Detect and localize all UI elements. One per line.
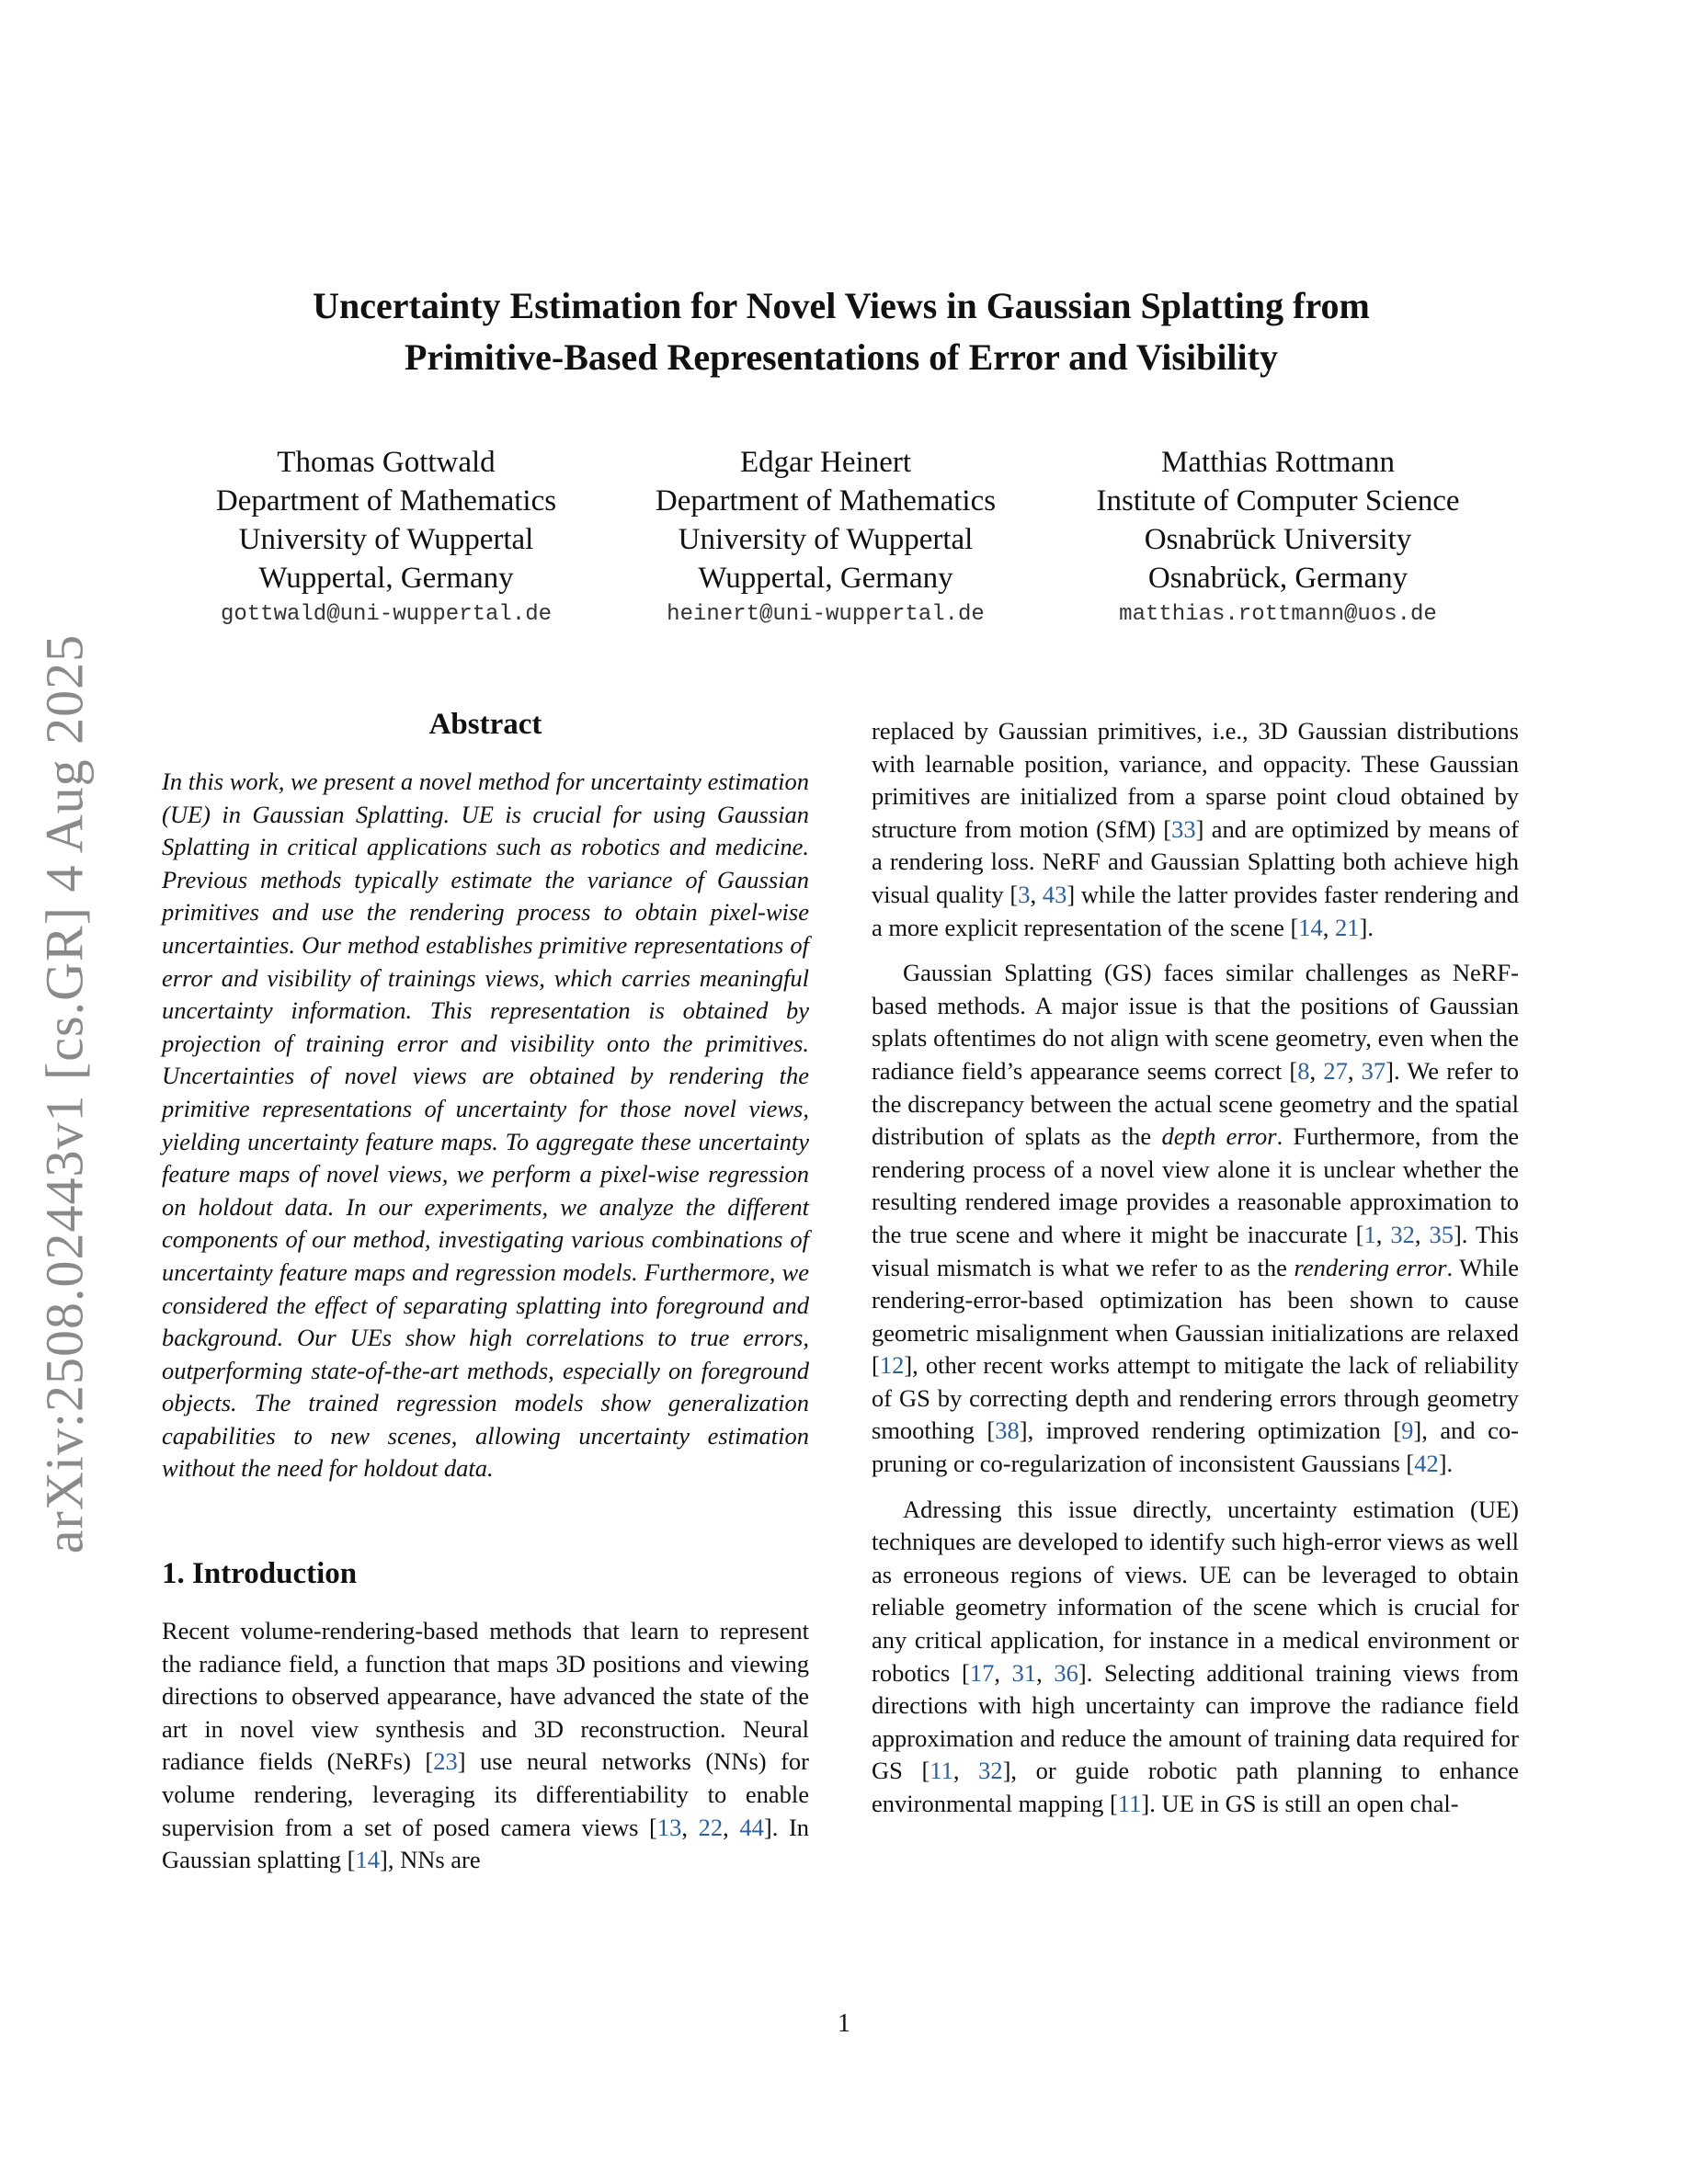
intro-paragraph-1: Recent volume-rendering-based methods that learn to represent the radiance field, a function that maps 3D positions and viewing directions to observed appearance, have advanced the state of the art in novel view synthesis and 3D reconstruction. Neural radiance fields (NeRFs) [23] use neural networks (NNs) for volume rendering, leveraging its differentiability to enable supervision from a set of posed camera views [13, 22, 44]. In Gaussian splatting [14], NNs are <box>162 1617 810 1874</box>
author-department: Department of Mathematics <box>655 484 997 518</box>
left-column <box>162 708 809 1877</box>
citation-link[interactable]: 22 <box>698 1813 724 1841</box>
citation-link[interactable]: 14 <box>355 1846 380 1874</box>
citation-link[interactable]: 21 <box>1335 913 1360 941</box>
introduction-heading: 1. Introduction <box>162 1557 358 1591</box>
author-block-1 <box>165 443 607 632</box>
citation-link[interactable]: 14 <box>1298 913 1323 941</box>
citation-link[interactable]: 3 <box>1018 880 1031 908</box>
depth-error-term: depth error <box>1161 1122 1277 1151</box>
intro-paragraph-3: Gaussian Splatting (GS) faces similar challenges as NeRF-based methods. A major issue is that the positions of Gaussian splats oftentimes do not align with scene geometry, even when the radiance field’s appearance seems correct [8, 27, 37]. We refer to the discrepancy between the actual scene geometry and the spatial distribution of splats as the depth error. Furthermore, from the rendering process of a novel view alone it is unclear whether the resulting rendered image provides a reasonable approximation to the true scene and where it might be inaccurate [1, 32, 35]. This visual mismatch is what we refer to as the rendering error. While rendering-error-based optimization has been shown to cause geometric misalignment when Gaussian initializations are relaxed [12], other recent works attempt to mitigate the lack of reliability of GS by correcting depth and rendering errors through geometry smoothing [38], improved rendering optimization [9], and co-pruning or co-regularization of inconsistent Gaussians [42]. <box>872 959 1520 1478</box>
citation-link[interactable]: 37 <box>1361 1056 1386 1085</box>
author-location: Wuppertal, Germany <box>698 562 953 595</box>
author-department: Institute of Computer Science <box>1096 484 1460 518</box>
citation-link[interactable]: 32 <box>1390 1220 1415 1248</box>
citation-link[interactable]: 38 <box>995 1416 1020 1445</box>
citation-link[interactable]: 35 <box>1429 1220 1454 1248</box>
author-department: Department of Mathematics <box>215 484 557 518</box>
citation-link[interactable]: 27 <box>1323 1056 1348 1085</box>
author-name: Matthias Rottmann <box>1161 446 1395 479</box>
author-location: Wuppertal, Germany <box>258 562 514 595</box>
intro-paragraph-2: replaced by Gaussian primitives, i.e., 3D Gaussian distributions with learnable position, variance, and oppacity. These Gaussian primitives are initialized from a sparse point cloud obtained by structure from motion (SfM) [33] and are optimized by means of a rendering loss. NeRF and Gaussian Splatting both achieve high visual quality [3, 43] while the latter provides faster rendering and a more explicit representation of the scene [14, 21]. <box>872 717 1519 941</box>
citation-link[interactable]: 17 <box>969 1658 995 1687</box>
right-column <box>872 715 1519 1821</box>
arxiv-identifier: arXiv:2508.02443v1 [cs.GR] 4 Aug 2025 <box>34 633 95 1554</box>
citation-link[interactable]: 11 <box>930 1757 953 1785</box>
page-number: 1 <box>838 2009 850 2038</box>
citation-link[interactable]: 44 <box>739 1813 764 1841</box>
intro-paragraph-4: Adressing this issue directly, uncertainty estimation (UE) techniques are developed to identify such high-error views as well as erroneous regions of views. UE can be leveraged to obtain reliable geometry information of the scene which is crucial for any critical application, for instance in a medical environment or robotics [17, 31, 36]. Selecting additional training views from directions with high uncertainty can improve the radiance field approximation and reduce the amount of training data required for GS [11, 32], or guide robotic path planning to enhance environmental mapping [11]. UE in GS is still an open chal- <box>872 1495 1520 1817</box>
abstract-heading: Abstract <box>428 708 542 741</box>
citation-link[interactable]: 23 <box>433 1747 458 1776</box>
citation-link[interactable]: 8 <box>1297 1056 1310 1085</box>
author-email: gottwald@uni-wuppertal.de <box>220 602 553 627</box>
abstract-text: In this work, we present a novel method for uncertainty estimation (UE) in Gaussian Splatting. UE is crucial for using Gaussian Splatting in critical applications such as robotics and medicine. Previous methods typically estimate the variance of Gaussian primitives and use the rendering process to obtain pixel-wise uncertainties. Our method establishes primitive representations of error and visibility of trainings views, which carries meaningful uncertainty information. This representation is obtained by projection of training error and visibility onto the primitives. Uncertainties of novel views are obtained by rendering the primitive representations of uncertainty for those novel views, yielding uncertainty feature maps. To aggregate these uncertainty feature maps of novel views, we perform a pixel-wise regression on holdout data. In our experiments, we analyze the different components of our method, investigating various combinations of uncertainty feature maps and regression models. Furthermore, we considered the effect of separating splatting into foreground and background. Our UEs show high correlations to true errors, outperforming state-of-the-art methods, especially on foreground objects. The trained regression models show generalization capabilities to new scenes, allowing uncertainty estimation without the need for holdout data. <box>162 768 809 1483</box>
author-name: Thomas Gottwald <box>277 446 496 479</box>
arxiv-sidebar <box>18 607 110 1581</box>
title-line-2: Primitive-Based Representations of Error and Visibility <box>405 336 1278 378</box>
author-email: heinert@uni-wuppertal.de <box>667 602 985 627</box>
citation-link[interactable]: 11 <box>1117 1790 1142 1817</box>
title-line-1: Uncertainty Estimation for Novel Views in Gaussian Splatting from <box>313 285 1370 326</box>
author-name: Edgar Heinert <box>740 446 911 479</box>
citation-link[interactable]: 13 <box>656 1813 682 1841</box>
author-location: Osnabrück, Germany <box>1147 562 1409 595</box>
author-institution: University of Wuppertal <box>678 523 974 556</box>
citation-link[interactable]: 12 <box>879 1351 905 1380</box>
citation-link[interactable]: 9 <box>1401 1416 1414 1445</box>
rendering-error-term: rendering error <box>1294 1253 1447 1281</box>
citation-link[interactable]: 43 <box>1042 880 1067 908</box>
author-block-2 <box>605 443 1046 632</box>
citation-link[interactable]: 31 <box>1011 1658 1037 1687</box>
author-institution: University of Wuppertal <box>238 523 534 556</box>
citation-link[interactable]: 1 <box>1363 1220 1376 1248</box>
author-block-3 <box>1057 443 1499 632</box>
author-email: matthias.rottmann@uos.de <box>1119 602 1437 627</box>
author-institution: Osnabrück University <box>1144 523 1412 556</box>
citation-link[interactable]: 33 <box>1171 814 1196 843</box>
paper-title <box>221 280 1462 383</box>
citation-link[interactable]: 42 <box>1414 1450 1439 1478</box>
citation-link[interactable]: 32 <box>978 1757 1003 1785</box>
citation-link[interactable]: 36 <box>1054 1658 1078 1687</box>
